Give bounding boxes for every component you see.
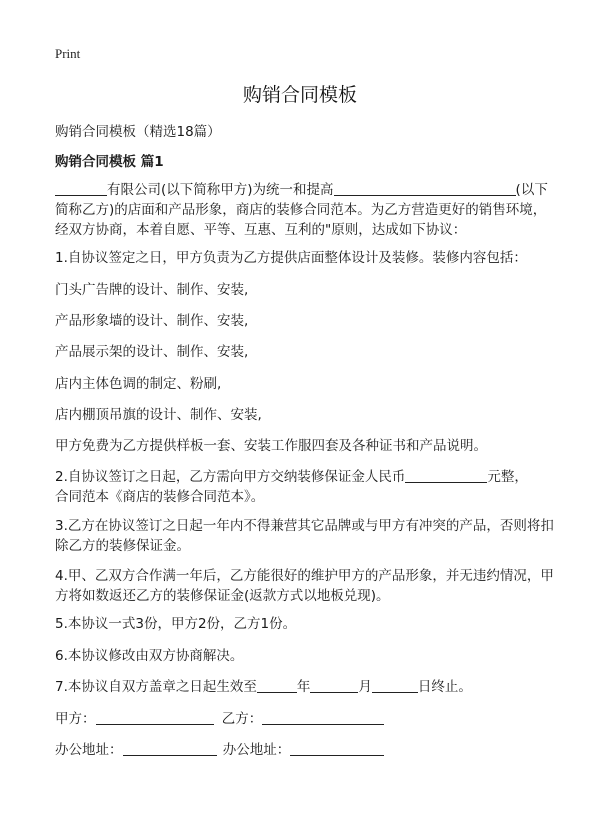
party-b-signature-blank: [262, 710, 384, 725]
document-subtitle: 购销合同模板（精选18篇）: [55, 124, 221, 140]
clause-7: [55, 677, 555, 697]
clause-6: 6.本协议修改由双方协商解决。: [55, 648, 244, 664]
deposit-amount-blank: [405, 468, 487, 483]
address-b-blank: [290, 741, 384, 756]
day-blank: [372, 678, 418, 693]
clause-2-text-a: 2.自协议签订之日起，乙方需向甲方交纳装修保证金人民币: [55, 469, 406, 485]
clause-4: 4.甲、乙双方合作满一年后，乙方能很好的维护甲方的产品形象，并无违约情况，甲方将如数返还乙方的装修保证金(返款方式以地板兑现)。: [55, 568, 554, 604]
intro-paragraph: [55, 180, 555, 240]
party-b-blank: [334, 181, 516, 196]
year-blank: [257, 678, 297, 693]
list-item: 产品展示架的设计、制作、安装,: [55, 344, 249, 360]
address-a-blank: [123, 741, 217, 756]
clause-2-text-c: 合同范本《商店的装修合同范本》。: [55, 489, 265, 505]
clause-7-text: 7.本协议自双方盖章之日起生效至: [55, 679, 257, 695]
clause-1: 1.自协议签定之日，甲方负责为乙方提供店面整体设计及装修。装修内容包括：: [55, 250, 527, 266]
address-a-label: 办公地址：: [55, 742, 123, 758]
clause-5: 5.本协议一式3份，甲方2份，乙方1份。: [55, 616, 297, 632]
party-a-label: 甲方：: [55, 711, 96, 727]
month-label: 月: [358, 679, 372, 695]
address-b-label: 办公地址：: [222, 742, 291, 758]
list-item: 门头广告牌的设计、制作、安装,: [55, 282, 249, 298]
print-link[interactable]: Print: [55, 46, 81, 61]
list-item: 产品形象墙的设计、制作、安装,: [55, 313, 249, 329]
clause-2-text-b: 元整，: [487, 469, 528, 485]
party-a-blank: [96, 710, 214, 725]
section-heading: 购销合同模板 篇1: [55, 154, 164, 170]
signature-addresses: [55, 740, 555, 760]
month-blank: [310, 678, 358, 693]
year-label: 年: [296, 679, 311, 695]
clause-3: 3.乙方在协议签订之日起一年内不得兼营其它品牌或与甲方有冲突的产品，否则将扣除乙方的装修保证金。: [55, 518, 554, 554]
intro-text-a: 有限公司(以下简称甲方)为统一和提高: [107, 182, 334, 198]
day-label: 日终止。: [417, 679, 472, 695]
party-b-label: 乙方：: [221, 711, 263, 727]
free-provision: 甲方免费为乙方提供样板一套、安装工作服四套及各种证书和产品说明。: [55, 438, 487, 454]
signature-parties: [55, 709, 555, 729]
intro-text-b: (以: [515, 182, 535, 198]
document-title: 购销合同模板: [242, 84, 357, 106]
company-blank: [55, 181, 107, 196]
clause-2: [55, 467, 555, 507]
intro-text-c: 下简称乙方)的店面和产品形象，商店的装修合同范本。为乙方营造更好的销售环境，经双方协商，本着自愿、平等、互惠、互利的"原则，达成如下协议：: [55, 182, 548, 238]
list-item: 店内棚顶吊旗的设计、制作、安装,: [55, 407, 262, 423]
list-item: 店内主体色调的制定、粉刷,: [55, 376, 222, 392]
